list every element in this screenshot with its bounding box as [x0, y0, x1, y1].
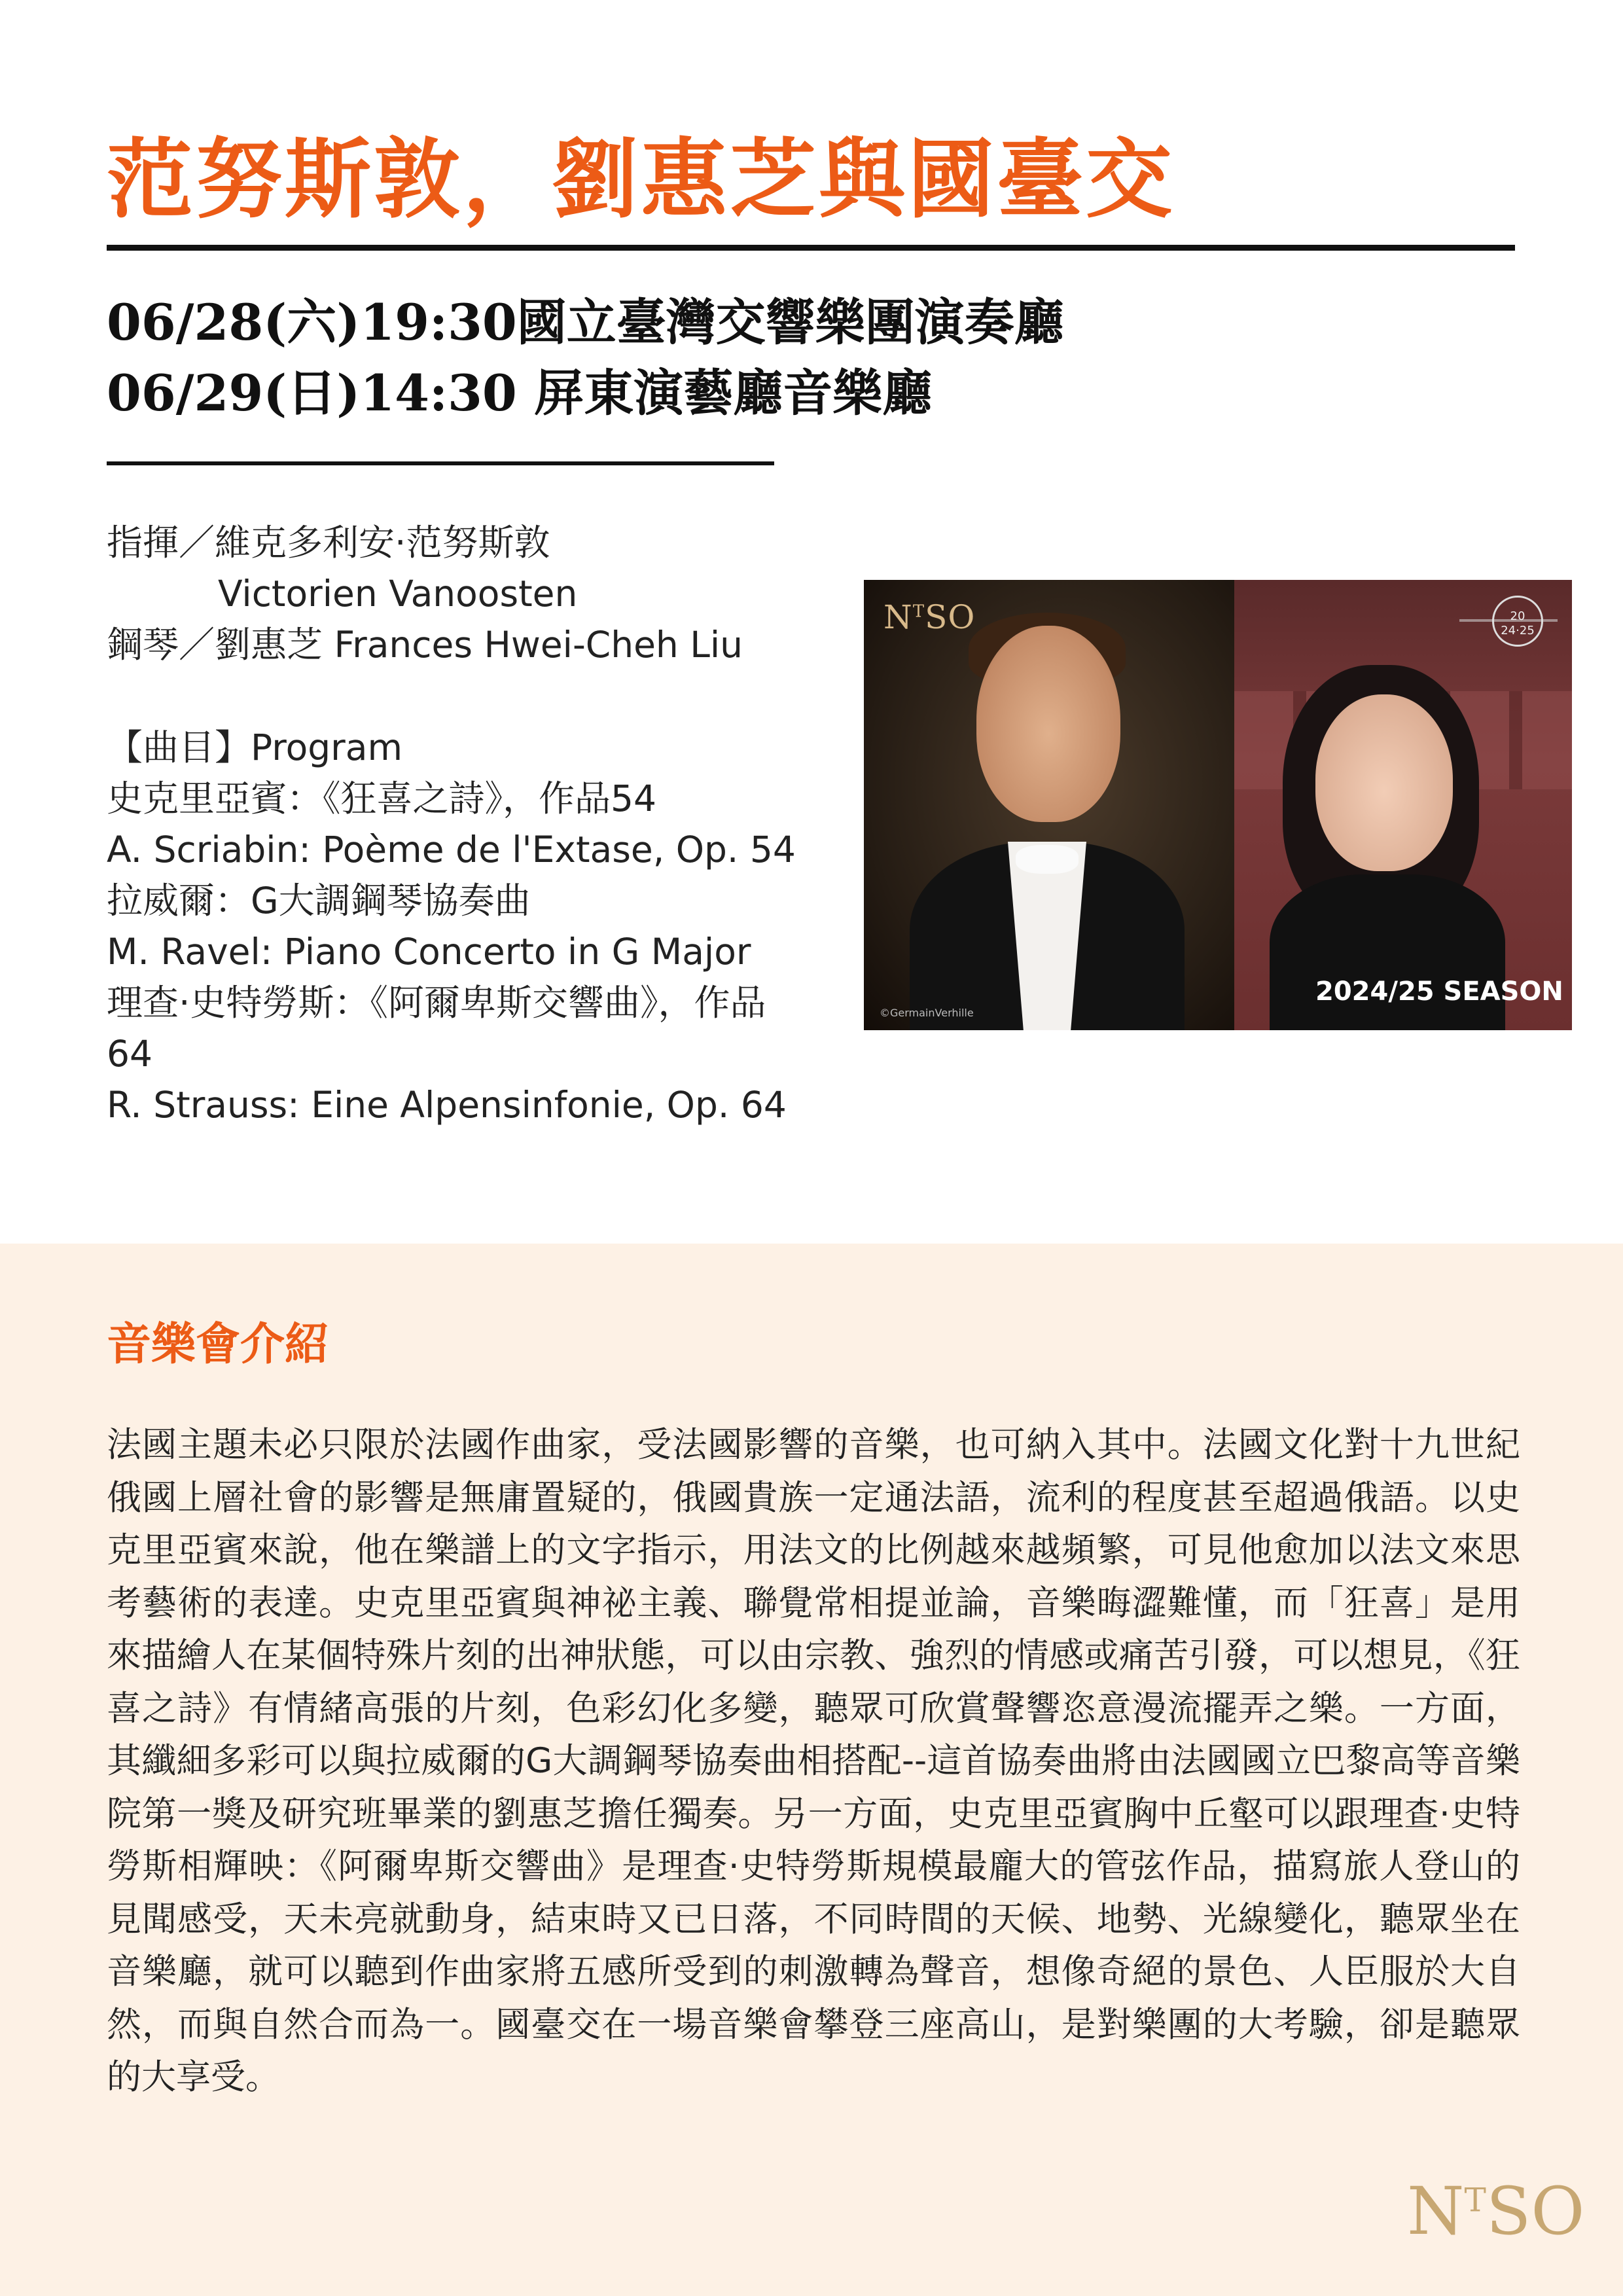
program-item: 拉威爾：G大調鋼琴協奏曲	[107, 880, 531, 922]
title-divider	[107, 245, 1515, 251]
program-item: 64	[107, 1033, 152, 1075]
program-block	[107, 722, 796, 1130]
piano-line: 鋼琴／劉惠芝 Frances Hwei-Cheh Liu	[107, 624, 743, 666]
program-item: A. Scriabin: Poème de l'Extase, Op. 54	[107, 829, 796, 870]
intro-heading: 音樂會介紹	[107, 1319, 330, 1371]
performers-block	[107, 517, 743, 670]
conductor-portrait	[976, 626, 1120, 822]
season-badge-icon: 20 24·25	[1492, 596, 1543, 647]
bow-tie	[1016, 845, 1079, 874]
pianist-figure	[1270, 874, 1505, 1030]
program-item: 理查·史特勞斯：《阿爾卑斯交響曲》，作品	[107, 982, 766, 1024]
ntso-footer-logo: $N^TSO$	[1407, 2173, 1585, 2250]
date-divider	[107, 461, 774, 465]
intro-body: 法國主題未必只限於法國作曲家，受法國影響的音樂，也可納入其中。法國文化對十九世紀俄國上層社會的影響是無庸置疑的，俄國貴族一定通法語，流利的程度甚至超過俄語。以史克里亞賓來說，他在樂譜上的文字指示，用法文的比例越來越頻繁，可見他愈加以法文來思考藝術的表達。史克里亞賓與神祕主義、聯覺常相提並論，音樂晦澀難懂，而「狂喜」是用來描繪人在某個特殊片刻的出神狀態，可以由宗教、強烈的情感或痛苦引發，可以想見，《狂喜之詩》有情緒高張的片刻，色彩幻化多變，聽眾可欣賞聲響恣意漫流擺弄之樂。一方面，其纖細多彩可以與拉威爾的G大調鋼琴協奏曲相搭配--這首協奏曲將由法國國立巴黎高等音樂院第一獎及研究班畢業的劉惠芝擔任獨奏。另一方面，史克里亞賓胸中丘壑可以跟理查·史特勞斯相輝映：《阿爾卑斯交響曲》是理查·史特勞斯規模最龐大的管弦作品，描寫旅人登山的見聞感受，天未亮就動身，結束時又已日落，不同時間的天候、地勢、光線變化，聽眾坐在音樂廳，就可以聽到作曲家將五感所受到的刺激轉為聲音，想像奇絕的景色、人臣服於大自然，而與自然合而為一。國臺交在一場音樂會攀登三座高山，是對樂團的大考驗，卻是聽眾的大享受。	[107, 1425, 1520, 2097]
date-line-2: 06/29(日)14:30 屏東演藝廳音樂廳	[107, 364, 933, 422]
conductor-line: 指揮／維克多利安·范努斯敦	[107, 522, 550, 564]
page-title: 范努斯敦，劉惠芝與國臺交	[107, 130, 1175, 230]
program-item: 史克里亞賓：《狂喜之詩》，作品54	[107, 778, 656, 819]
season-label: 2024/25 SEASON	[1315, 977, 1563, 1007]
conductor-name-en: Victorien Vanoosten	[218, 573, 578, 615]
program-heading: 【曲目】Program	[107, 726, 403, 768]
date-line-1: 06/28(六)19:30國立臺灣交響樂團演奏廳	[107, 293, 1064, 351]
photo-credit: ©GermainVerhille	[880, 1007, 974, 1019]
pianist-portrait	[1315, 694, 1453, 871]
ntso-logo: $N^TSO$	[883, 598, 976, 636]
program-item: R. Strauss: Eine Alpensinfonie, Op. 64	[107, 1084, 787, 1126]
performers-photo	[864, 580, 1572, 1030]
program-item: M. Ravel: Piano Concerto in G Major	[107, 931, 751, 973]
